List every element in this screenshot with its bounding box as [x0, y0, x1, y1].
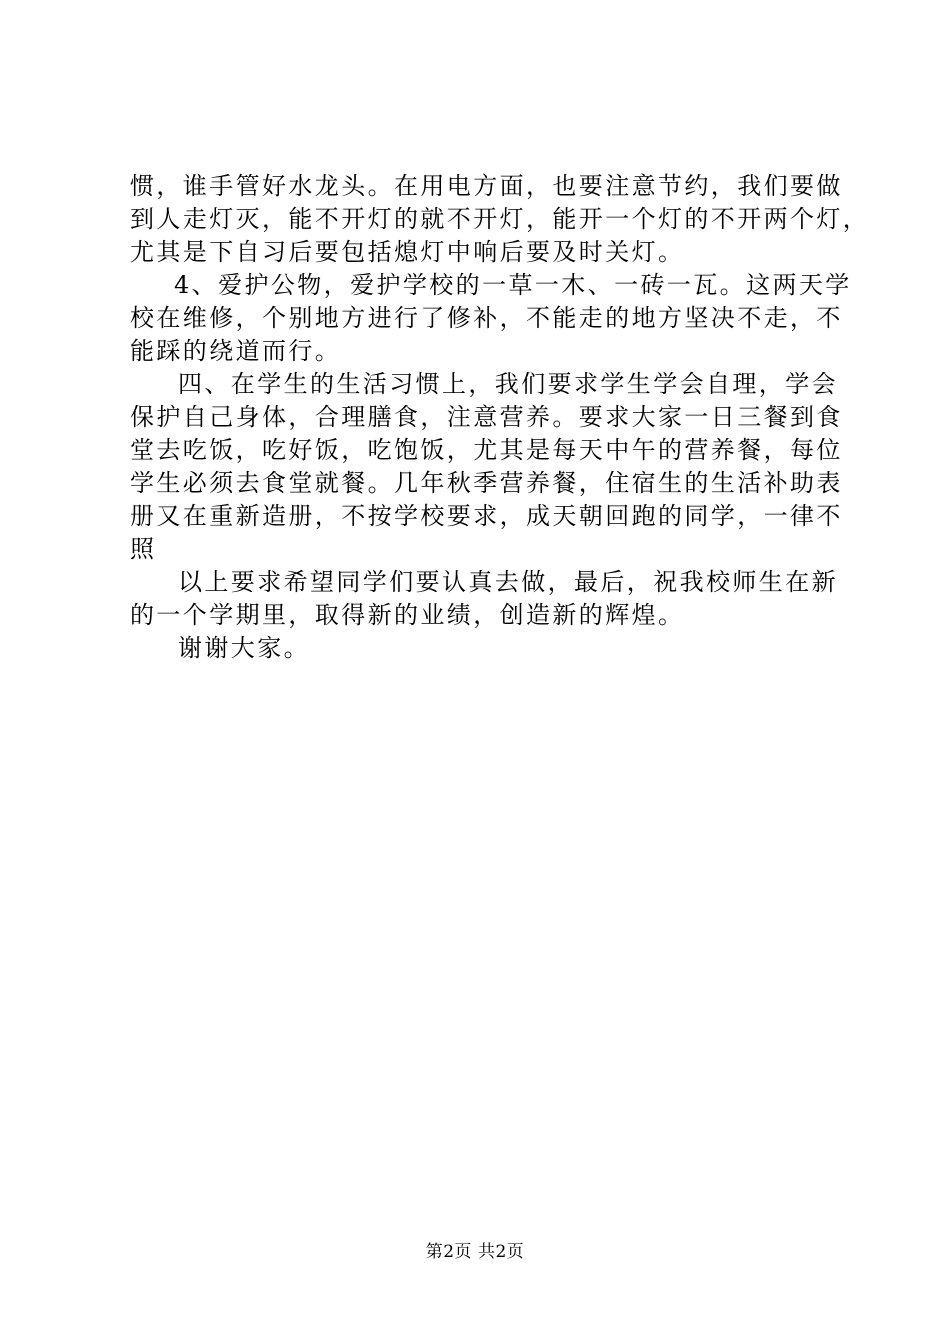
closing-line: 谢谢大家。: [178, 634, 310, 662]
text-line: 校在维修，个别地方进行了修补，不能走的地方坚决不走，不: [130, 304, 843, 332]
text-line: 照: [130, 535, 157, 563]
paragraph-start-line: 四、在学生的生活习惯上，我们要求学生学会自理，学会: [178, 370, 838, 398]
document-body: [130, 170, 870, 665]
text-line: 惯，谁手管好水龙头。在用电方面，也要注意节约，我们要做: [130, 172, 843, 200]
text-line: 的一个学期里，取得新的业绩，创造新的辉煌。: [130, 601, 685, 629]
text-line: 能踩的绕道而行。: [130, 337, 342, 365]
text-line: 学生必须去食堂就餐。几年秋季营养餐，住宿生的生活补助表: [130, 469, 843, 497]
paragraph-start-line: 4、爱护公物，爱护学校的一草一木、一砖一瓦。这两天学: [174, 271, 852, 299]
text-line: 册又在重新造册，不按学校要求，成天朝回跑的同学，一律不: [130, 502, 843, 530]
text-line: 到人走灯灭，能不开灯的就不开灯，能开一个灯的不开两个灯，: [130, 205, 870, 233]
page-number-label: 第2页 共2页: [425, 1242, 525, 1262]
text-line: 尤其是下自习后要包括熄灯中响后要及时关灯。: [130, 238, 685, 266]
text-line: 堂去吃饭，吃好饭，吃饱饭，尤其是每天中午的营养餐，每位: [130, 436, 843, 464]
page-footer: [0, 1240, 950, 1264]
paragraph-start-line: 以上要求希望同学们要认真去做，最后，祝我校师生在新: [178, 568, 838, 596]
text-line: 保护自己身体，合理膳食，注意营养。要求大家一日三餐到食: [130, 403, 843, 431]
